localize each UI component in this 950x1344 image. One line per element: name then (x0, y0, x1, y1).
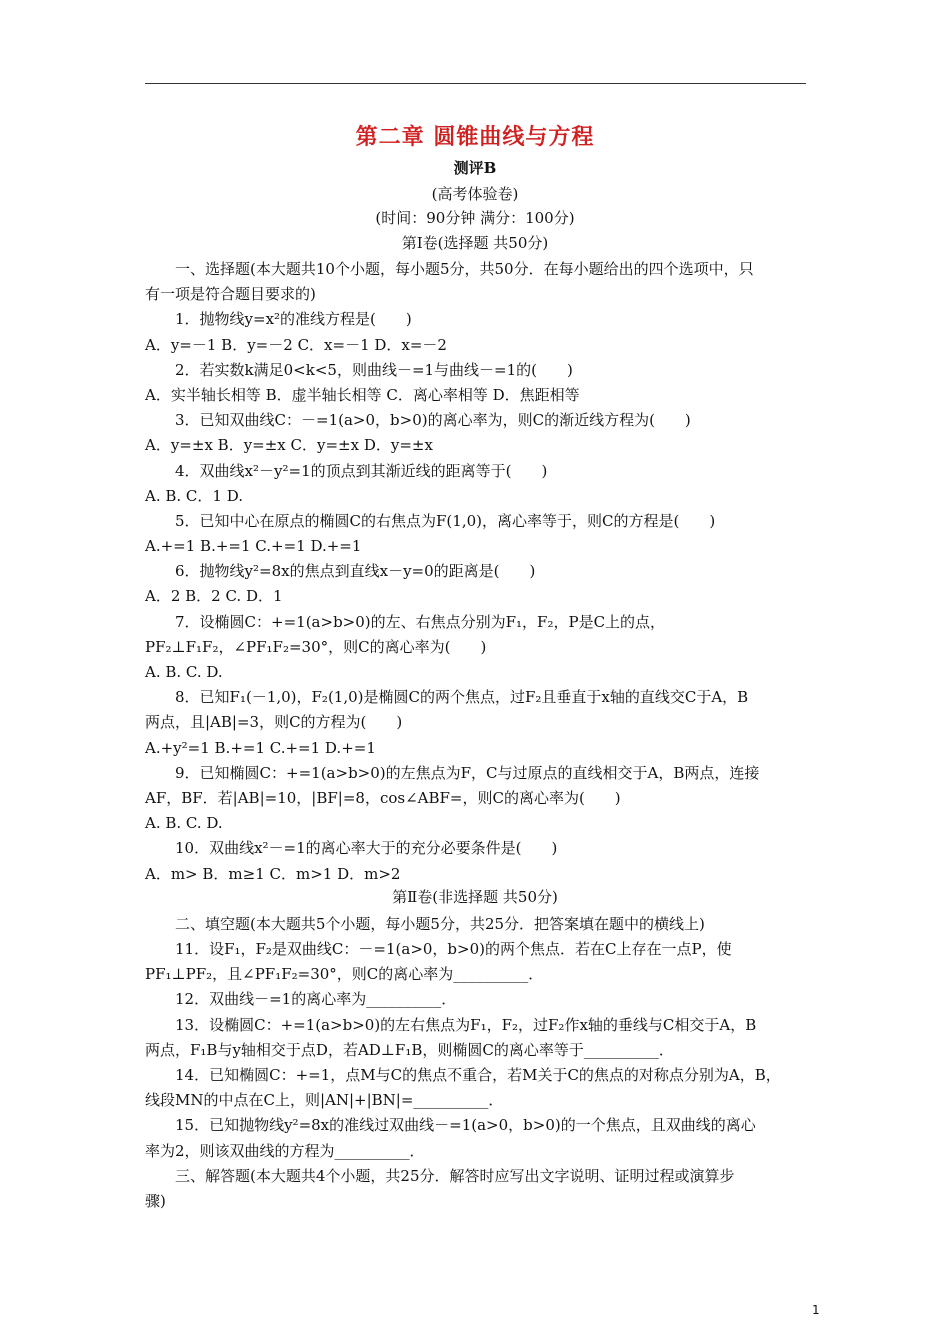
text-line: 13．设椭圆C：+=1(a>b>0)的左右焦点为F₁，F₂，过F₂作x轴的垂线与C相交于A，B (175, 1015, 757, 1034)
question-body (145, 257, 806, 1214)
time-score: (时间：90分钟 满分：100分) (375, 209, 575, 227)
text-line: 有一项是符合题目要求的) (145, 285, 316, 304)
text-line: 10．双曲线x²－=1的离心率大于的充分必要条件是( ) (175, 839, 558, 858)
text-line: 5．已知中心在原点的椭圆C的右焦点为F(1,0)，离心率等于，则C的方程是( ) (175, 511, 716, 530)
text-line: 线段MN的中点在C上，则|AN|+|BN|=__________． (145, 1091, 504, 1110)
text-line: A．2 B．2 C. D．1 (145, 587, 283, 606)
part1-heading: 第Ⅰ卷(选择题 共50分) (401, 234, 549, 252)
text-line: 两点，F₁B与y轴相交于点D，若AD⊥F₁B，则椭圆C的离心率等于__________． (145, 1040, 674, 1059)
text-line: 3．已知双曲线C：－=1(a>0，b>0)的离心率为，则C的渐近线方程为( ) (175, 411, 691, 430)
text-line: 9．已知椭圆C：+=1(a>b>0)的左焦点为F，C与过原点的直线相交于A，B两点，连接 (175, 763, 760, 782)
text-line: A.+=1 B.+=1 C.+=1 D.+=1 (145, 537, 362, 556)
test-subtitle: 测评B (453, 159, 497, 177)
text-line: 两点，且|AB|=3，则C的方程为( ) (145, 713, 403, 732)
text-line: A. B. C. D. (145, 663, 223, 681)
chapter-title: 第二章 圆锥曲线与方程 (355, 124, 595, 150)
text-line: 骤) (145, 1191, 166, 1210)
text-line: A．y=－1 B．y=－2 C．x=－1 D．x=－2 (145, 335, 447, 354)
text-line: 7．设椭圆C：+=1(a>b>0)的左、右焦点分别为F₁，F₂，P是C上的点， (175, 612, 666, 631)
text-line: 三、解答题(本大题共4个小题，共25分．解答时应写出文字说明、证明过程或演算步 (175, 1166, 735, 1185)
text-line: 11．设F₁，F₂是双曲线C：－=1(a>0，b>0)的两个焦点．若在C上存在一点P，使 (175, 940, 732, 959)
part2-heading: 第Ⅱ卷(非选择题 共50分) (392, 888, 558, 906)
text-line: 12．双曲线－=1的离心率为__________． (175, 990, 457, 1009)
text-line: 15．已知抛物线y²=8x的准线过双曲线－=1(a>0，b>0)的一个焦点，且双曲线的离心 (175, 1116, 756, 1135)
page-number: 1 (812, 1303, 820, 1317)
text-line: A．实半轴长相等 B．虚半轴长相等 C．离心率相等 D．焦距相等 (145, 385, 580, 404)
exam-type: (高考体验卷) (431, 185, 519, 203)
text-line (145, 887, 806, 912)
text-line: 4．双曲线x²－y²=1的顶点到其渐近线的距离等于( ) (175, 461, 548, 480)
text-line: A．y=±x B．y=±x C．y=±x D．y=±x (145, 436, 433, 455)
text-line: 1．抛物线y=x²的准线方程是( ) (175, 310, 412, 329)
text-line: 8．已知F₁(－1,0)，F₂(1,0)是椭圆C的两个焦点，过F₂且垂直于x轴的直线交C于A，B (175, 688, 749, 707)
text-line: 6．抛物线y²=8x的焦点到直线x－y=0的距离是( ) (175, 562, 536, 581)
text-line: 14．已知椭圆C：+=1，点M与C的焦点不重合，若M关于C的焦点的对称点分别为A，B， (175, 1066, 781, 1084)
text-line: PF₂⊥F₁F₂，∠PF₁F₂=30°，则C的离心率为( ) (145, 637, 487, 656)
text-line: AF，BF．若|AB|=10，|BF|=8，cos∠ABF=，则C的离心率为( ) (145, 788, 621, 807)
text-line: 一、选择题(本大题共10个小题，每小题5分，共50分．在每小题给出的四个选项中，只 (175, 260, 754, 278)
text-line: 2．若实数k满足0<k<5，则曲线－=1与曲线－=1的( ) (175, 360, 573, 379)
text-line: A. B. C. D. (145, 814, 223, 833)
text-line: A.+y²=1 B.+=1 C.+=1 D.+=1 (145, 738, 376, 757)
header-rule (145, 83, 806, 84)
text-line: A．m> B．m≥1 C．m>1 D．m>2 (145, 864, 401, 883)
text-line: PF₁⊥PF₂，且∠PF₁F₂=30°，则C的离心率为__________． (145, 965, 544, 984)
text-line: A. B. C．1 D. (145, 486, 243, 505)
text-line: 率为2，则该双曲线的方程为__________． (145, 1141, 425, 1160)
text-line: 二、填空题(本大题共5个小题，每小题5分，共25分．把答案填在题中的横线上) (175, 914, 705, 933)
